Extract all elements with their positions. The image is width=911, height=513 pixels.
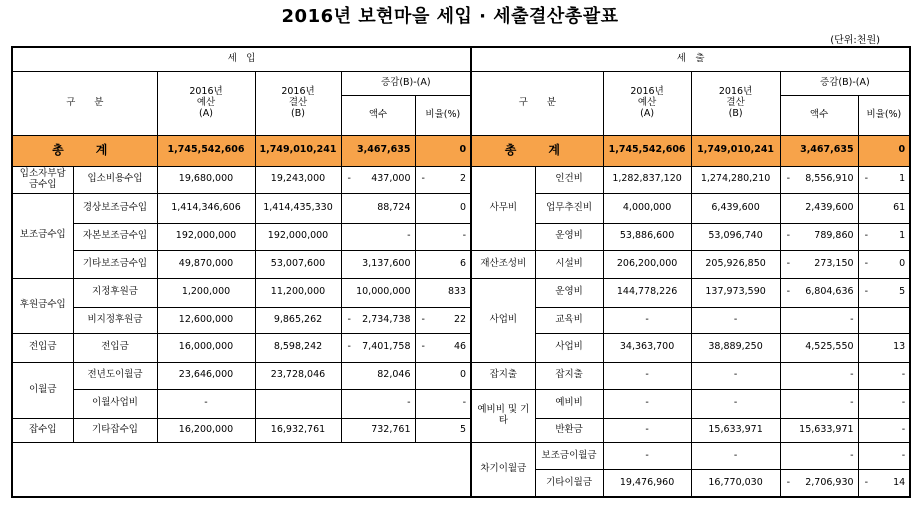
- expense-change-ratio: [858, 250, 910, 278]
- expense-change-amount: [780, 418, 858, 443]
- expense-total-ratio: 0: [858, 135, 910, 166]
- revenue-change-amount: [341, 418, 415, 443]
- expense-change-amount: [780, 443, 858, 470]
- value: 14: [893, 476, 906, 488]
- revenue-change-ratio: [415, 362, 471, 389]
- expense-total-settlement: 1,749,010,241: [691, 135, 780, 166]
- expense-change-amount: [780, 333, 858, 362]
- revenue-total-label: 총 계: [12, 135, 157, 166]
- revenue-change-ratio: [415, 250, 471, 278]
- negative-sign: [420, 425, 422, 436]
- negative-sign: [785, 451, 787, 462]
- value: 0: [460, 201, 467, 213]
- expense-item-label: 운영비: [535, 223, 603, 250]
- value: 2,706,930: [805, 476, 854, 488]
- expense-budget: 206,200,000: [603, 250, 691, 278]
- revenue-change-header: 증감(B)-(A): [341, 72, 471, 96]
- value: 2,734,738: [362, 313, 411, 325]
- negative-sign: [420, 370, 422, 381]
- expense-group-label: 사무비: [471, 166, 535, 250]
- expense-change-ratio: [858, 223, 910, 250]
- revenue-total-ratio: 0: [415, 135, 471, 166]
- negative-sign: [863, 398, 865, 409]
- value: -: [901, 424, 906, 436]
- negative-sign: [346, 398, 348, 409]
- revenue-total-settlement: 1,749,010,241: [255, 135, 341, 166]
- expense-budget: 144,778,226: [603, 278, 691, 307]
- expense-settlement: 1,274,280,210: [691, 166, 780, 193]
- expense-change-amount: [780, 223, 858, 250]
- revenue-item-label: 지정후원금: [73, 278, 157, 307]
- revenue-change-ratio: [415, 389, 471, 418]
- revenue-settlement: 192,000,000: [255, 223, 341, 250]
- revenue-settlement: 8,598,242: [255, 333, 341, 362]
- value: 732,761: [371, 424, 411, 436]
- expense-item-label: 사업비: [535, 333, 603, 362]
- value: 88,724: [377, 201, 411, 213]
- negative-sign: [785, 425, 787, 436]
- revenue-budget: 16,200,000: [157, 418, 255, 443]
- expense-change-amount: [780, 389, 858, 418]
- expense-settlement-header: 2016년 결산 (B): [691, 72, 780, 135]
- revenue-budget: -: [157, 389, 255, 418]
- negative-sign: -: [421, 341, 425, 353]
- expense-section-header: 세 출: [471, 47, 910, 72]
- negative-sign: [346, 425, 348, 436]
- revenue-change-amount: [341, 223, 415, 250]
- revenue-budget: 1,200,000: [157, 278, 255, 307]
- value: -: [407, 397, 411, 409]
- expense-settlement: 16,770,030: [691, 470, 780, 497]
- table-row: [12, 307, 910, 333]
- negative-sign: -: [347, 313, 351, 325]
- unit-note: (단위:천원): [830, 35, 880, 46]
- revenue-change-ratio: [415, 333, 471, 362]
- value: 2: [460, 173, 467, 185]
- value: 6: [460, 257, 467, 269]
- settlement-table: [11, 46, 911, 498]
- negative-sign: -: [786, 230, 791, 242]
- expense-budget: -: [603, 307, 691, 333]
- revenue-item-label: 이월사업비: [73, 389, 157, 418]
- expense-change-amount: [780, 470, 858, 497]
- value: 13: [893, 341, 906, 353]
- negative-sign: -: [421, 173, 425, 185]
- expense-settlement: -: [691, 443, 780, 470]
- expense-change-header: 증감(B)-(A): [780, 72, 910, 96]
- value: 22: [453, 313, 467, 325]
- value: 3,137,600: [362, 257, 411, 269]
- table-row: [12, 193, 910, 223]
- revenue-settlement: 53,007,600: [255, 250, 341, 278]
- negative-sign: -: [786, 173, 791, 185]
- negative-sign: -: [421, 313, 425, 325]
- negative-sign: [785, 315, 787, 326]
- expense-settlement: 6,439,600: [691, 193, 780, 223]
- value: 46: [453, 341, 467, 353]
- negative-sign: [785, 342, 787, 353]
- revenue-settlement: 16,932,761: [255, 418, 341, 443]
- revenue-budget: 49,870,000: [157, 250, 255, 278]
- expense-item-label: 인건비: [535, 166, 603, 193]
- negative-sign: [863, 451, 865, 462]
- revenue-change-amount: [341, 166, 415, 193]
- value: -: [850, 397, 854, 409]
- negative-sign: -: [864, 173, 869, 185]
- expense-budget: -: [603, 418, 691, 443]
- value: 61: [893, 201, 906, 213]
- negative-sign: [346, 203, 348, 214]
- expense-total-budget: 1,745,542,606: [603, 135, 691, 166]
- expense-settlement: -: [691, 307, 780, 333]
- value: -: [850, 450, 854, 461]
- negative-sign: [420, 231, 422, 242]
- negative-sign: [346, 370, 348, 381]
- revenue-settlement-header: 2016년 결산 (B): [255, 72, 341, 135]
- table-row: [12, 362, 910, 389]
- revenue-change-amount: [341, 250, 415, 278]
- value: 5: [899, 286, 906, 298]
- expense-settlement: -: [691, 389, 780, 418]
- revenue-group-label: 이월금: [12, 362, 73, 418]
- value: 2,439,600: [805, 201, 854, 213]
- revenue-settlement: 9,865,262: [255, 307, 341, 333]
- revenue-change-ratio: [415, 307, 471, 333]
- value: 273,150: [814, 257, 854, 269]
- table-row: [12, 389, 910, 418]
- revenue-total-amount: 3,467,635: [341, 135, 415, 166]
- negative-sign: [785, 398, 787, 409]
- negative-sign: -: [786, 286, 791, 298]
- revenue-change-amount: [341, 389, 415, 418]
- value: -: [407, 230, 411, 242]
- expense-change-amount: [780, 362, 858, 389]
- revenue-change-ratio: [415, 166, 471, 193]
- expense-change-ratio: [858, 389, 910, 418]
- expense-item-label: 교육비: [535, 307, 603, 333]
- expense-group-label: 예비비 및 기타: [471, 389, 535, 443]
- revenue-empty-area: [12, 443, 471, 497]
- revenue-category-header: 구 분: [12, 72, 157, 135]
- expense-item-label: 예비비: [535, 389, 603, 418]
- expense-change-ratio: [858, 193, 910, 223]
- value: 8,556,910: [805, 173, 854, 185]
- negative-sign: -: [347, 173, 351, 185]
- negative-sign: -: [864, 230, 869, 242]
- expense-item-label: 반환금: [535, 418, 603, 443]
- revenue-budget: 23,646,000: [157, 362, 255, 389]
- expense-change-amount: [780, 278, 858, 307]
- expense-budget: 53,886,600: [603, 223, 691, 250]
- expense-change-amount: [780, 193, 858, 223]
- page-title: 2016년 보현마을 세입 · 세출결산총괄표: [281, 6, 619, 27]
- expense-budget: 1,282,837,120: [603, 166, 691, 193]
- revenue-total-budget: 1,745,542,606: [157, 135, 255, 166]
- expense-item-label: 업무추진비: [535, 193, 603, 223]
- expense-settlement: 15,633,971: [691, 418, 780, 443]
- revenue-item-label: 전년도이월금: [73, 362, 157, 389]
- negative-sign: [420, 287, 422, 298]
- revenue-section-header: 세 입: [12, 47, 471, 72]
- expense-change-amount: [780, 166, 858, 193]
- value: 6,804,636: [805, 286, 854, 298]
- negative-sign: -: [786, 257, 791, 269]
- value: 437,000: [371, 173, 411, 185]
- value: 1: [899, 173, 906, 185]
- negative-sign: [863, 425, 865, 436]
- value: 82,046: [377, 369, 411, 381]
- revenue-group-label: 잡수입: [12, 418, 73, 443]
- negative-sign: [785, 370, 787, 381]
- expense-budget: 34,363,700: [603, 333, 691, 362]
- expense-budget-header: 2016년 예산 (A): [603, 72, 691, 135]
- value: -: [462, 397, 467, 409]
- expense-group-label: 잡지출: [471, 362, 535, 389]
- revenue-change-amount: [341, 333, 415, 362]
- value: 5: [460, 424, 467, 436]
- negative-sign: [863, 203, 865, 214]
- expense-change-amount: [780, 250, 858, 278]
- value: -: [850, 313, 854, 325]
- expense-item-label: 잡지출: [535, 362, 603, 389]
- value: 833: [447, 286, 467, 298]
- revenue-change-amount: [341, 307, 415, 333]
- revenue-change-ratio: [415, 223, 471, 250]
- table-row: [12, 443, 910, 470]
- revenue-budget: 19,680,000: [157, 166, 255, 193]
- revenue-group-label: 보조금수입: [12, 193, 73, 278]
- value: -: [462, 230, 467, 242]
- negative-sign: [863, 342, 865, 353]
- expense-settlement: -: [691, 362, 780, 389]
- revenue-change-ratio: [415, 418, 471, 443]
- revenue-budget-header: 2016년 예산 (A): [157, 72, 255, 135]
- negative-sign: -: [864, 286, 869, 298]
- value: -: [901, 450, 906, 461]
- revenue-change-amount: [341, 278, 415, 307]
- table-row: [12, 333, 910, 362]
- value: -: [901, 369, 906, 381]
- negative-sign: [346, 231, 348, 242]
- revenue-ratio-header: 비율(%): [415, 96, 471, 135]
- expense-change-ratio: [858, 333, 910, 362]
- expense-change-ratio: [858, 418, 910, 443]
- table-row: [12, 250, 910, 278]
- revenue-budget: 12,600,000: [157, 307, 255, 333]
- value: 4,525,550: [805, 341, 854, 353]
- table-row: [12, 223, 910, 250]
- expense-budget: -: [603, 362, 691, 389]
- revenue-change-ratio: [415, 278, 471, 307]
- expense-amount-header: 액수: [780, 96, 858, 135]
- revenue-group-label: 입소자부담금수입: [12, 166, 73, 193]
- value: 0: [899, 257, 906, 269]
- expense-change-ratio: [858, 443, 910, 470]
- negative-sign: [420, 398, 422, 409]
- expense-total-amount: 3,467,635: [780, 135, 858, 166]
- value: 7,401,758: [362, 341, 411, 353]
- revenue-item-label: 기타잡수입: [73, 418, 157, 443]
- value: 15,633,971: [799, 424, 854, 436]
- expense-group-label: 차기이월금: [471, 443, 535, 497]
- expense-total-label: 총 계: [471, 135, 603, 166]
- expense-group-label: 사업비: [471, 278, 535, 362]
- value: 0: [460, 369, 467, 381]
- expense-settlement: 137,973,590: [691, 278, 780, 307]
- revenue-item-label: 기타보조금수입: [73, 250, 157, 278]
- revenue-settlement: [255, 389, 341, 418]
- expense-settlement: 205,926,850: [691, 250, 780, 278]
- expense-change-ratio: [858, 470, 910, 497]
- revenue-amount-header: 액수: [341, 96, 415, 135]
- expense-item-label: 보조금이월금: [535, 443, 603, 470]
- expense-category-header: 구 분: [471, 72, 603, 135]
- expense-change-ratio: [858, 166, 910, 193]
- negative-sign: [346, 287, 348, 298]
- revenue-item-label: 입소비용수입: [73, 166, 157, 193]
- table-row: [12, 418, 910, 443]
- revenue-item-label: 비지정후원금: [73, 307, 157, 333]
- expense-item-label: 운영비: [535, 278, 603, 307]
- expense-settlement: 53,096,740: [691, 223, 780, 250]
- expense-budget: 19,476,960: [603, 470, 691, 497]
- revenue-budget: 192,000,000: [157, 223, 255, 250]
- expense-change-amount: [780, 307, 858, 333]
- revenue-group-label: 후원금수입: [12, 278, 73, 333]
- value: 789,860: [814, 230, 854, 242]
- revenue-budget: 1,414,346,606: [157, 193, 255, 223]
- value: 10,000,000: [356, 286, 411, 298]
- expense-ratio-header: 비율(%): [858, 96, 910, 135]
- negative-sign: -: [347, 341, 351, 353]
- expense-budget: -: [603, 443, 691, 470]
- revenue-settlement: 23,728,046: [255, 362, 341, 389]
- revenue-item-label: 전입금: [73, 333, 157, 362]
- revenue-budget: 16,000,000: [157, 333, 255, 362]
- expense-change-ratio: [858, 278, 910, 307]
- revenue-item-label: 경상보조금수입: [73, 193, 157, 223]
- value: -: [850, 369, 854, 381]
- table-row: [12, 278, 910, 307]
- negative-sign: [785, 203, 787, 214]
- value: 1: [899, 230, 906, 242]
- expense-settlement: 38,889,250: [691, 333, 780, 362]
- revenue-change-ratio: [415, 193, 471, 223]
- revenue-settlement: 1,414,435,330: [255, 193, 341, 223]
- expense-item-label: 기타이월금: [535, 470, 603, 497]
- negative-sign: -: [786, 476, 791, 488]
- table-row: [12, 166, 910, 193]
- negative-sign: -: [864, 476, 869, 488]
- revenue-group-label: 전입금: [12, 333, 73, 362]
- negative-sign: [346, 259, 348, 270]
- revenue-item-label: 자본보조금수입: [73, 223, 157, 250]
- expense-budget: 4,000,000: [603, 193, 691, 223]
- expense-budget: -: [603, 389, 691, 418]
- negative-sign: [863, 370, 865, 381]
- revenue-settlement: 19,243,000: [255, 166, 341, 193]
- expense-change-ratio: [858, 362, 910, 389]
- revenue-change-amount: [341, 362, 415, 389]
- value: -: [901, 397, 906, 409]
- expense-item-label: 시설비: [535, 250, 603, 278]
- expense-group-label: 재산조성비: [471, 250, 535, 278]
- negative-sign: [420, 259, 422, 270]
- negative-sign: -: [864, 257, 869, 269]
- revenue-change-amount: [341, 193, 415, 223]
- revenue-settlement: 11,200,000: [255, 278, 341, 307]
- negative-sign: [420, 203, 422, 214]
- expense-change-ratio: [858, 307, 910, 333]
